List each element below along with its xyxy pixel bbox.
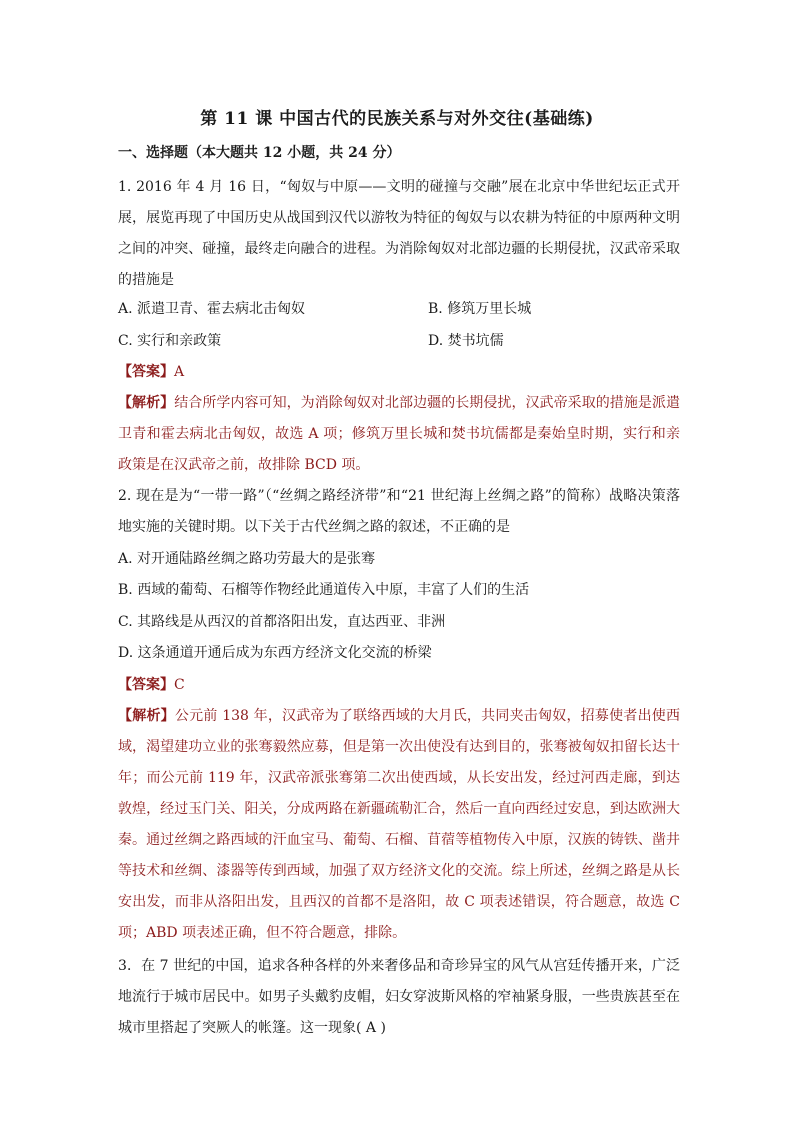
analysis-text: 结合所学内容可知，为消除匈奴对北部边疆的长期侵扰，汉武帝采取的措施是派遣卫青和霍去病北击匈奴，故选 A 项；修筑万里长城和焚书坑儒都是秦始皇时期，实行和亲政策是在汉武帝之前，故排除 BCD 项。 bbox=[118, 395, 681, 473]
question-2-option-b: B. 西域的葡萄、石榴等作物经此通道传入中原，丰富了人们的生活 bbox=[118, 582, 530, 598]
section-heading: 一、选择题（本大题共 12 小题，共 24 分） bbox=[118, 145, 401, 161]
question-2-option-a: A. 对开通陆路丝绸之路功劳最大的是张骞 bbox=[118, 551, 376, 567]
answer-tag: 【答案】 bbox=[118, 677, 174, 693]
question-1-option-b: B. 修筑万里长城 bbox=[428, 301, 532, 317]
question-2-analysis bbox=[118, 701, 680, 949]
page-title: 第 11 课 中国古代的民族关系与对外交往(基础练) bbox=[200, 109, 594, 129]
question-1-option-a: A. 派遣卫青、霍去病北击匈奴 bbox=[118, 301, 306, 317]
question-2-option-c: C. 其路线是从西汉的首都洛阳出发，直达西亚、非洲 bbox=[118, 614, 446, 630]
question-1-option-d: D. 焚书坑儒 bbox=[428, 333, 504, 349]
question-1-analysis bbox=[118, 388, 680, 481]
answer-tag: 【答案】 bbox=[118, 364, 174, 380]
question-2-answer bbox=[118, 675, 185, 695]
analysis-tag: 【解析】 bbox=[118, 708, 175, 724]
answer-value: C bbox=[174, 677, 185, 693]
question-2-stem: 2. 现在是为“一带一路”（“丝绸之路经济带”和“21 世纪海上丝绸之路”的简称）战略决策落地实施的关键时期。以下关于古代丝绸之路的叙述，不正确的是 bbox=[118, 488, 680, 535]
analysis-tag: 【解析】 bbox=[118, 395, 175, 411]
question-1-stem: 1. 2016 年 4 月 16 日，“匈奴与中原——文明的碰撞与交融”展在北京中华世纪坛正式开展，展览再现了中国历史从战国到汉代以游牧为特征的匈奴与以农耕为特征的中原两种文明之间的冲突、碰撞，最终走向融合的进程。为消除匈奴对北部边疆的长期侵扰，汉武帝采取的措施是 bbox=[118, 179, 680, 288]
question-2-option-d: D. 这条通道开通后成为东西方经济文化交流的桥梁 bbox=[118, 645, 432, 661]
answer-value: A bbox=[174, 364, 185, 380]
question-1-answer bbox=[118, 362, 184, 382]
question-3-stem: 3．在 7 世纪的中国，追求各种各样的外来奢侈品和奇珍异宝的风气从宫廷传播开来，广泛地流行于城市居民中。如男子头戴豹皮帽，妇女穿波斯风格的窄袖紧身服，一些贵族甚至在城市里搭起了突厥人的帐篷。这一现象( A ) bbox=[118, 958, 680, 1036]
analysis-text: 公元前 138 年，汉武帝为了联络西域的大月氏，共同夹击匈奴，招募使者出使西域，渴望建功立业的张骞毅然应募，但是第一次出使没有达到目的，张骞被匈奴扣留长达十年；而公元前 119 年，汉武帝派张骞第二次出使西域，从长安出发，经过河西走廊，到达敦煌，经过玉门关、阳关，分成两路在新疆疏勒汇合，然后一直向西经过安息，到达欧洲大秦。通过丝绸之路西域的汗血宝马、葡萄、石榴、苜蓿等植物传入中原，汉族的铸铁、凿井等技术和丝绸、漆器等传到西域，加强了双方经济文化的交流。综上所述，丝绸之路是从长安出发，而非从洛阳出发，且西汉的首都不是洛阳，故 C 项表述错误，符合题意，故选 C 项；ABD 项表述正确，但不符合题意，排除。 bbox=[118, 708, 681, 941]
question-1-option-c: C. 实行和亲政策 bbox=[118, 333, 222, 349]
